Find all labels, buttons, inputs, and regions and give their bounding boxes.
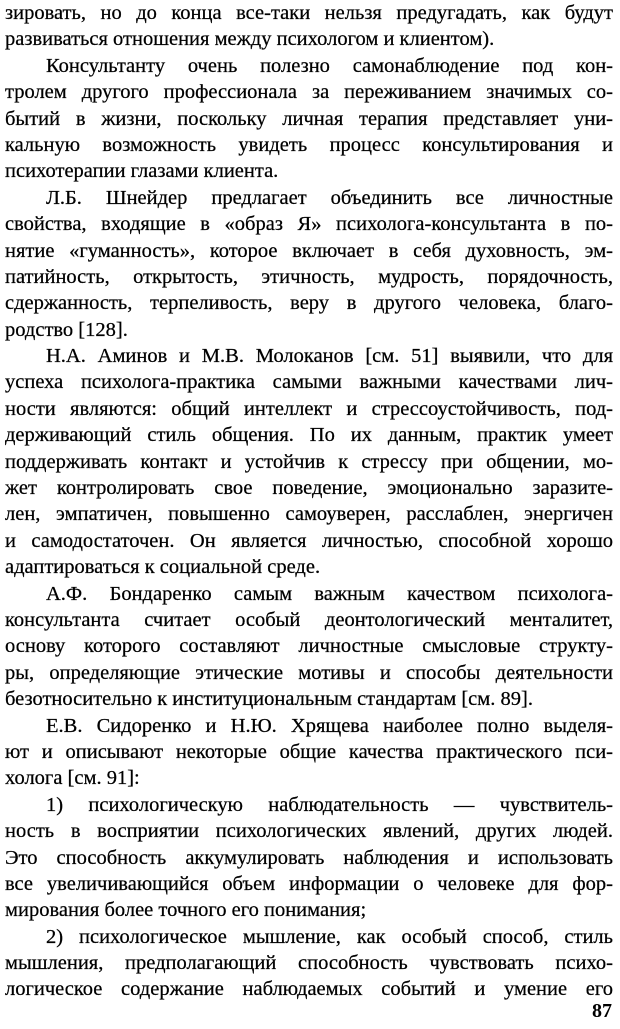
text-line: ры, определяющие этические мотивы и способы деятельности (5, 661, 613, 684)
text-line: зировать, но до конца все-таки нельзя предугадать, как будут (5, 2, 613, 24)
text-line: родство [128]. (5, 318, 128, 341)
text-line: Л.Б. Шнейдер предлагает объединить все личностные (46, 186, 613, 209)
text-line: Е.В. Сидоренко и Н.Ю. Хрящева наиболее полно выделя- (46, 714, 613, 737)
text-line: адаптироваться к социальной среде. (5, 556, 321, 579)
page-number: 87 (592, 1000, 612, 1022)
text-line: мирования более точного его понимания; (5, 899, 367, 922)
text-line: поддерживать контакт и устойчив к стрессу при общении, мо- (5, 450, 613, 473)
text-line: тролем другого профессионала за переживанием значимых со- (5, 81, 613, 104)
text-line: нятие «гуманность», которое включает в себя духовность, эм- (5, 239, 613, 262)
text-line: и самодостаточен. Он является личностью, способной хорошо (5, 529, 613, 552)
text-line: холога [см. 91]: (5, 767, 140, 790)
text-line: Н.А. Аминов и М.В. Молоканов [см. 51] выявили, что для (46, 345, 613, 368)
body-text (5, 0, 613, 1003)
text-line: ности являются: общий интеллект и стрессоустойчивость, под- (5, 397, 613, 420)
text-line: развиваться отношения между психологом и клиентом). (5, 28, 495, 51)
text-line: свойства, входящие в «образ Я» психолога-консультанта в по- (5, 213, 613, 236)
text-line: ность в восприятии психологических явлений, других людей. (5, 820, 613, 843)
text-line: сдержанность, терпеливость, веру в другого человека, благо- (5, 292, 613, 315)
text-line: успеха психолога-практика самыми важными качествами лич- (5, 371, 613, 394)
text-line: держивающий стиль общения. По их данным, практик умеет (5, 424, 613, 447)
text-line: консультанта считает особый деонтологический менталитет, (5, 608, 613, 631)
text-line: лен, эмпатичен, повышенно самоуверен, расслаблен, энергичен (5, 503, 613, 526)
text-line: 1) психологическую наблюдательность — чувствитель- (46, 793, 613, 816)
text-line: логическое содержание наблюдаемых событий и умение его (5, 978, 613, 1001)
text-line: кальную возможность увидеть процесс консультирования и (5, 133, 613, 156)
text-line: жет контролировать свое поведение, эмоционально заразите- (5, 477, 613, 500)
text-line: все увеличивающийся объем информации о человеке для фор- (5, 872, 613, 895)
text-line: патийность, открытость, этичность, мудрость, порядочность, (5, 265, 613, 288)
text-line: психотерапии глазами клиента. (5, 160, 279, 183)
text-line: безотносительно к институциональным стандартам [см. 89]. (5, 688, 533, 711)
text-line: бытий в жизни, поскольку личная терапия представляет уни- (5, 107, 613, 130)
text-line: мышления, предполагающий способность чувствовать психо- (5, 952, 613, 975)
text-line: основу которого составляют личностные смысловые структу- (5, 635, 613, 658)
text-line: А.Ф. Бондаренко самым важным качеством психолога- (46, 582, 613, 605)
text-line: Это способность аккумулировать наблюдения и использовать (5, 846, 613, 869)
text-line: ют и описывают некоторые общие качества практического пси- (5, 740, 613, 763)
text-line: Консультанту очень полезно самонаблюдение под кон- (46, 54, 613, 77)
text-line: 2) психологическое мышление, как особый способ, стиль (46, 925, 613, 948)
